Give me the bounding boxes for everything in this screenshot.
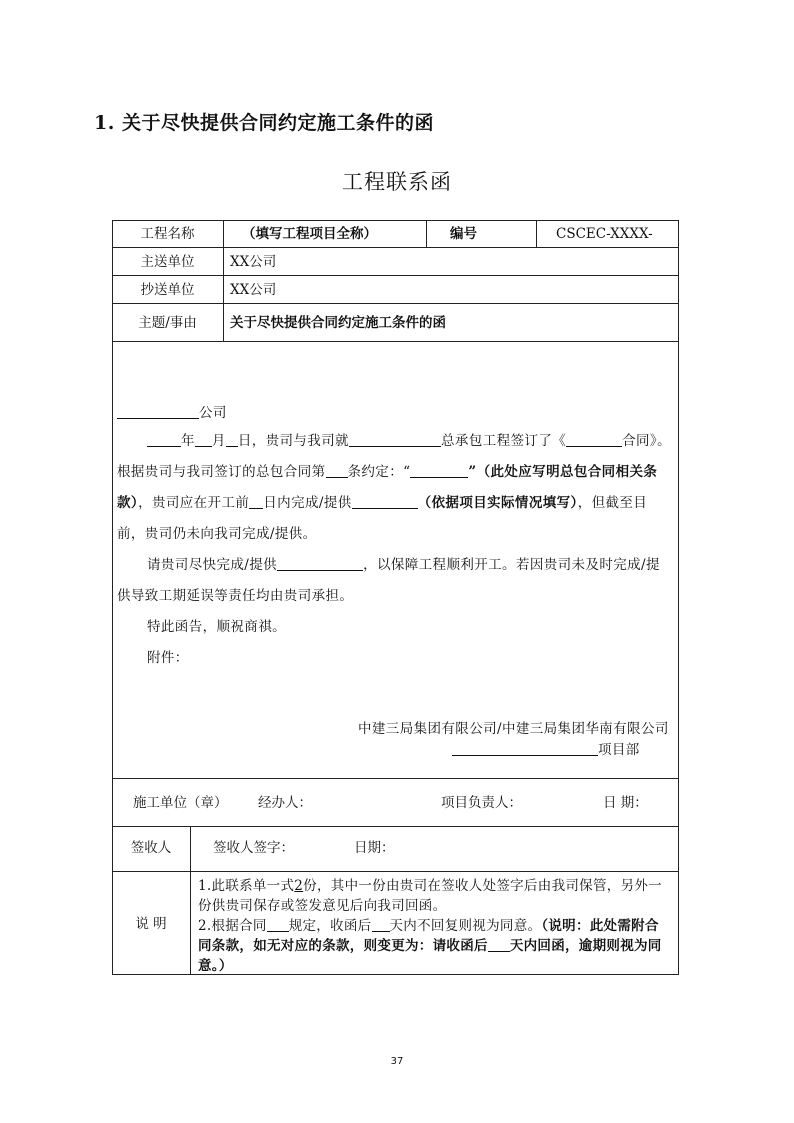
paragraph-line-5: 请贵司尽快完成/提供 ，以保障工程顺利开工。若因贵司未及时完成/提 xyxy=(147,557,660,573)
note-line-4: 同条款，如无对应的条款，则变更为：请收函后 天内回函，逾期则视为同 xyxy=(198,938,662,954)
cc-label: 抄送单位 xyxy=(140,282,195,298)
clause-blank xyxy=(326,463,348,478)
send-to-label: 主送单位 xyxy=(140,254,195,270)
row-divider xyxy=(112,303,679,304)
reply-days-blank-2 xyxy=(488,937,510,952)
row-divider xyxy=(112,826,679,827)
project-name-value: （填写工程项目全称） xyxy=(242,226,377,242)
notes-label: 说 明 xyxy=(135,916,167,932)
provision-blank xyxy=(352,494,418,509)
page-number: 37 xyxy=(390,1056,404,1067)
note-line-1: 1.此联系单一式2份，其中一份由贵司在签收人处签字后由我司保管，另外一 xyxy=(198,878,662,894)
col-divider xyxy=(426,220,427,247)
cc-value: XX公司 xyxy=(230,282,277,298)
paragraph-line-6: 供导致工期延误等责任均由贵司承担。 xyxy=(117,588,354,604)
paragraph-line-3: 款），贵司应在开工前 日内完成/提供 （依据项目实际情况填写），但截至目 xyxy=(117,495,648,511)
row-divider xyxy=(112,275,679,276)
note-line-2: 份供贵司保存或签发意见后向我司回函。 xyxy=(198,898,447,914)
project-name-label: 工程名称 xyxy=(140,226,195,242)
days-blank xyxy=(249,494,263,509)
attachment-line: 附件： xyxy=(147,650,189,666)
row-divider xyxy=(112,778,679,779)
day-blank xyxy=(226,432,238,447)
request-blank xyxy=(277,556,363,571)
paragraph-line-2: 根据贵司与我司签订的总包合同第 条约定：“ ”（此处应写明总包合同相关条 xyxy=(117,464,658,480)
row-divider xyxy=(112,247,679,248)
col-divider xyxy=(536,220,537,247)
project-manager-label: 项目负责人： xyxy=(441,795,522,811)
handler-label: 经办人： xyxy=(258,795,312,811)
section-title: 1. 关于尽快提供合同约定施工条件的函 xyxy=(94,112,434,134)
document-title: 工程联系函 xyxy=(342,170,452,194)
salutation-line xyxy=(117,401,227,421)
note-line-5: 意。） xyxy=(198,958,233,974)
row-divider xyxy=(112,341,679,342)
sender-company: 中建三局集团有限公司/中建三局集团华南有限公司 xyxy=(358,721,669,737)
paragraph-line-4: 前，贵司仍未向我司完成/提供。 xyxy=(117,526,317,542)
subject-label: 主题/事由 xyxy=(138,315,197,331)
project-dept-blank xyxy=(452,741,598,756)
copies-count: 2 xyxy=(294,878,304,894)
paragraph-line-1: 年 月 日，贵司与我司就 总承包工程签订了《 合同》。 xyxy=(147,429,671,449)
construction-unit-label: 施工单位（章） xyxy=(133,795,228,811)
subject-value: 关于尽快提供合同约定施工条件的函 xyxy=(230,315,446,331)
contract-clause-blank xyxy=(267,917,289,932)
project-department-line: 项目部 xyxy=(452,738,640,758)
note-line-3: 2.根据合同 规定，收函后 天内不回复则视为同意。（说明：此处需附合 xyxy=(198,918,659,934)
salutation-text: 公司 xyxy=(199,405,227,421)
reply-days-blank xyxy=(372,917,390,932)
row-divider xyxy=(112,871,679,872)
col-divider xyxy=(190,826,191,975)
number-label: 编号 xyxy=(450,226,477,242)
receiver-signature-label: 签收人签字： xyxy=(213,840,294,856)
number-value: CSCEC-XXXX- xyxy=(556,226,653,242)
send-to-value: XX公司 xyxy=(230,254,277,270)
year-blank xyxy=(147,432,181,447)
col-divider xyxy=(223,220,224,341)
date-label: 日 期： xyxy=(603,795,648,811)
closing-line: 特此函告，顺祝商祺。 xyxy=(147,619,286,635)
receiver-label: 签收人 xyxy=(130,840,172,856)
company-blank xyxy=(117,404,199,419)
clause-content-blank xyxy=(410,463,468,478)
receiver-date-label: 日期： xyxy=(354,840,395,856)
month-blank xyxy=(195,432,212,447)
contract-blank xyxy=(566,432,622,447)
project-blank xyxy=(349,432,441,447)
